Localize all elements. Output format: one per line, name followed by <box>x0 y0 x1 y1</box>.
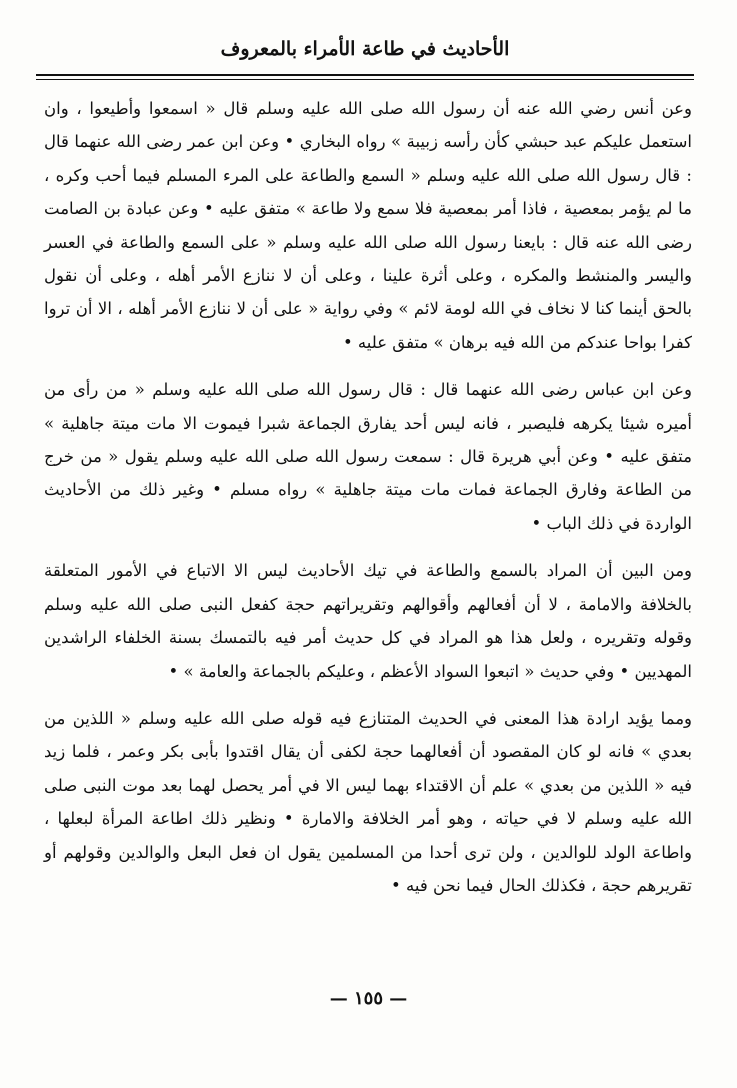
paragraph-meaning-of-obedience: ومن البين أن المراد بالسمع والطاعة في تيك الأحاديث ليس الا الاتباع في الأمور المتعلقة بالخلافة والامامة ، لا أن أفعالهم وأقوالهم وتقريراتهم حجة كفعل النبى صلى الله عليه وسلم وقوله وتقريره ، ولعل هذا هو المراد في كل حديث أمر فيه بالتمسك بسنة الخلفاء الراشدين المهديين • وفي حديث « اتبعوا السواد الأعظم ، وعليكم بالجماعة والعامة » • <box>44 561 692 681</box>
header-rule-thick <box>36 74 694 76</box>
body-text <box>44 92 692 916</box>
paragraph-ibn-abbas-hadith: وعن ابن عباس رضى الله عنهما قال : قال رسول الله صلى الله عليه وسلم « من رأى من أميره شيئا يكرهه فليصبر ، فانه ليس أحد يفارق الجماعة شبرا فيموت الا مات ميتة جاهلية » متفق عليه • وعن أبي هريرة قال : سمعت رسول الله صلى الله عليه وسلم يقول « من خرج من الطاعة وفارق الجماعة فمات مات ميتة جاهلية » رواه مسلم • وغير ذلك من الأحاديث الواردة في ذلك الباب • <box>44 380 692 533</box>
running-head-title: الأحاديث في طاعة الأمراء بالمعروف <box>220 38 510 60</box>
page-number: — ١٥٥ — <box>329 988 408 1009</box>
header-rule-thin <box>36 79 694 80</box>
paragraph-supporting-argument: ومما يؤيد ارادة هذا المعنى في الحديث المتنازع فيه قوله صلى الله عليه وسلم « اللذين من بعدي » فانه لو كان المقصود أن أفعالهما حجة لكفى أن يقال اقتدوا بأبى بكر وعمر ، فلما زيد فيه « اللذين من بعدي » علم أن الاقتداء بهما ليس الا في أمر يحصل لهما بعد موت النبى صلى الله عليه وسلم لا في حياته ، وهو أمر الخلافة والامارة • ونظير ذلك اطاعة المرأة لبعلها ، واطاعة الولد للوالدين ، ولن ترى أحدا من المسلمين يقول ان فعل البعل والوالدين وقولهم أو تقريرهم حجة ، فكذلك الحال فيما نحن فيه • <box>44 708 692 895</box>
paragraph-anas-hadith: وعن أنس رضي الله عنه أن رسول الله صلى الله عليه وسلم قال « اسمعوا وأطيعوا ، وان استعمل عليكم عبد حبشي كأن رأسه زبيبة » رواه البخاري • وعن ابن عمر رضى الله عنهما قال : قال رسول الله صلى الله عليه وسلم « السمع والطاعة على المرء المسلم فيما أحب وكره ، ما لم يؤمر بمعصية ، فاذا أمر بمعصية فلا سمع ولا طاعة » متفق عليه • وعن عبادة بن الصامت رضى الله عنه قال : بايعنا رسول الله صلى الله عليه وسلم « على السمع والطاعة في العسر واليسر والمنشط والمكره ، وعلى أثرة علينا ، وعلى أن لا ننازع الأمر أهله ، وعلى أن نقول بالحق أينما كنا لا نخاف في الله لومة لائم » وفي رواية « على أن لا ننازع الأمر أهله ، الا أن تروا كفرا بواحا عندكم من الله فيه برهان » متفق عليه • <box>44 99 692 352</box>
